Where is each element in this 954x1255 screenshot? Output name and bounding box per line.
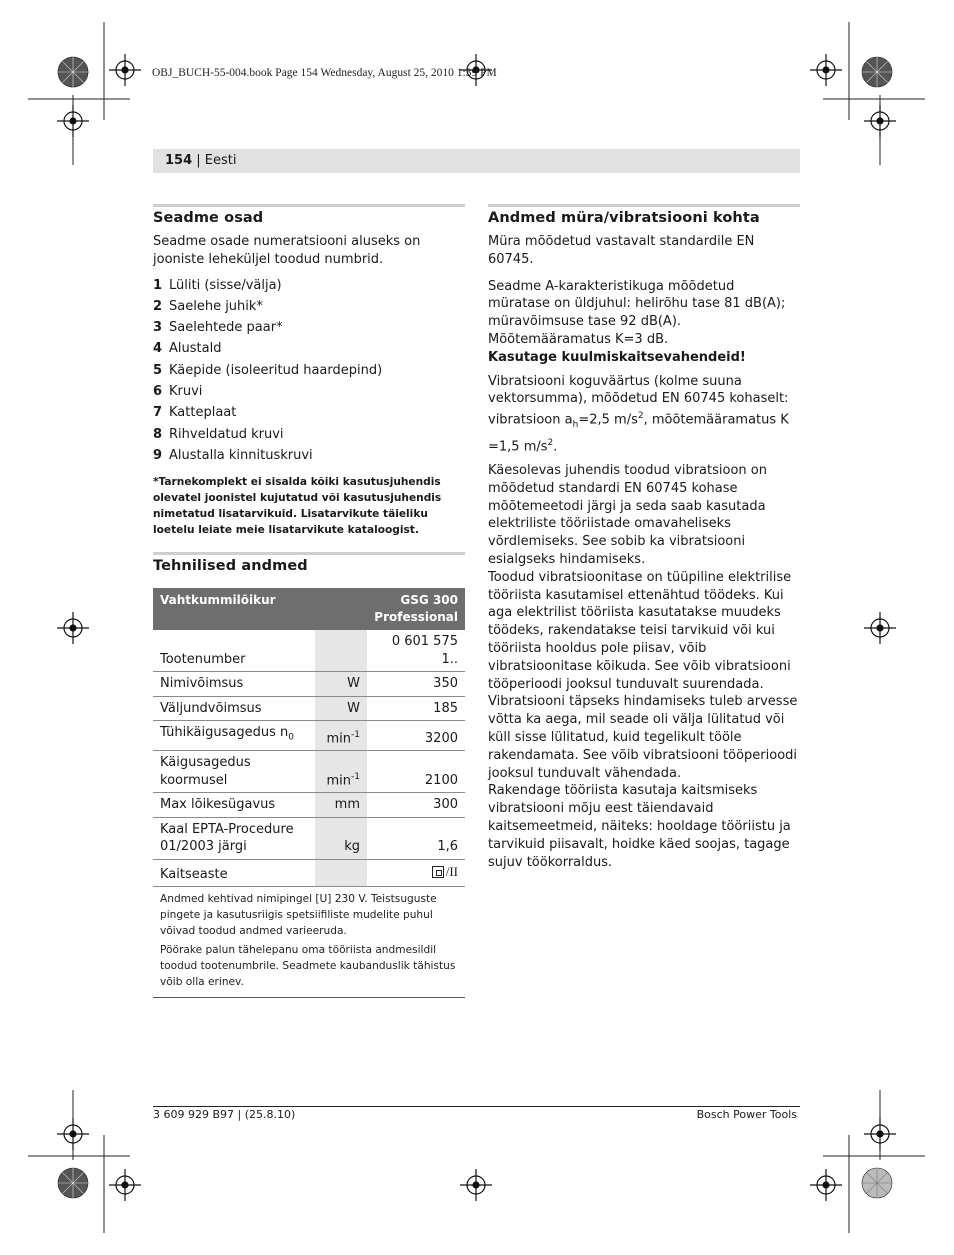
table-notes bbox=[153, 887, 465, 998]
parts-intro: Seadme osade numeratsiooni aluseks on jooniste leheküljel toodud numbrid. bbox=[153, 234, 421, 267]
vibration-total-paragraph: Vibratsiooni koguväärtus (kolme suuna vektorsumma), mõõdetud EN 60745 kohaselt: vibratsioon $a_h=2,5$ $m/s^2$, mõõtemääramatus K =1,5 $m/s^2$. bbox=[488, 373, 789, 455]
parts-heading: Seadme osad bbox=[153, 210, 264, 226]
list-item: 9 Alustalla kinnituskruvi bbox=[153, 447, 313, 463]
vibration-protection-paragraph: Rakendage tööriista kasutaja kaitsmiseks vibratsiooni mõju eest täiendavaid kaitsemeetmeid, näiteks: hooldage tööriistu ja tarvikuid piisavalt, hoidke käed soojas, tagage sujuv töökorraldus. bbox=[488, 783, 791, 870]
parts-list bbox=[153, 275, 465, 467]
list-item: 8 Rihveldatud kruvi bbox=[153, 426, 284, 442]
list-item: 4 Alustald bbox=[153, 341, 222, 357]
list-item: 2 Saelehe juhik* bbox=[153, 298, 263, 314]
list-item: 1 Lüliti (sisse/välja) bbox=[153, 277, 282, 293]
page-number-language bbox=[165, 153, 237, 168]
table-row: Tootenumber 0 601 575 1.. bbox=[153, 630, 465, 672]
footer-rule bbox=[153, 1106, 800, 1107]
table-row: Kaal EPTA-Procedure 01/2003 järgi kg 1,6 bbox=[153, 817, 465, 859]
table-row: Max lõikesügavus mm 300 bbox=[153, 793, 465, 818]
section-rule bbox=[153, 204, 465, 207]
left-column bbox=[153, 204, 465, 998]
table-row: Käigusagedus koormusel $\min^{-1}$ 2100 bbox=[153, 751, 465, 793]
noise-standard-paragraph: Müra mõõdetud vastavalt standardile EN 60745. bbox=[488, 234, 755, 267]
table-header-model: GSG 300 Professional bbox=[367, 588, 465, 630]
vibration-typical-paragraph: Toodud vibratsioonitase on tüüpiline elektrilise tööriista kasutamisel ettenähtud töödeks. Kui aga elektrilist tööriista kasutatakse muudeks töödeks, rakendatakse teisi tarvikuid või kui tööriista hooldus pole piisav, võib vibratsioonitase kõikuda. See võib vibratsiooni tööperioodi jooksul tunduvalt suurendada. bbox=[488, 569, 792, 692]
section-rule bbox=[488, 204, 800, 207]
table-header-product-type: Vahtkummilõikur bbox=[153, 588, 367, 630]
table-row: Väljundvõimsus W 185 bbox=[153, 696, 465, 721]
list-item: 3 Saelehtede paar* bbox=[153, 320, 283, 336]
page-header-bar bbox=[153, 149, 800, 173]
spec-table bbox=[153, 588, 465, 887]
table-note-product-number: Pöörake palun tähelepanu oma tööriista andmesildil toodud tootenumbrile. Seadmete kaubanduslik tähistus võib olla erinev. bbox=[160, 944, 456, 989]
table-row: Nimivõimsus W 350 bbox=[153, 672, 465, 697]
vibration-measurement-paragraph: Käesolevas juhendis toodud vibratsioon on mõõdetud standardi EN 60745 kohase mõõtemeetodi järgi ja seda saab kasutada elektriliste tööriistade omavaheliseks võrdlemiseks. See sobib ka vibratsiooni esialgseks hindamiseks. bbox=[488, 463, 767, 567]
noise-level-paragraph: Seadme A-karakteristikuga mõõdetud müratase on üldjuhul: helirõhu tase 81 dB(A); müravõimsuse tase 92 dB(A). Mõõtemääramatus K=3 dB. Kasutage kuulmiskaitsevahendeid! bbox=[488, 278, 786, 365]
list-item: 7 Katteplaat bbox=[153, 405, 237, 421]
table-note-voltage: Andmed kehtivad nimipingel [U] 230 V. Teistsuguste pingete ja kasutusriigis spetsiifiliste mudelite puhul võivad toodud andmed varieeruda. bbox=[160, 893, 437, 938]
print-file-header: OBJ_BUCH-55-004.book Page 154 Wednesday, August 25, 2010 1:39 PM bbox=[152, 67, 497, 79]
header-language: Eesti bbox=[204, 153, 237, 168]
right-column bbox=[488, 204, 800, 877]
noise-vibration-heading: Andmed müra/vibratsiooni kohta bbox=[488, 210, 760, 226]
section-rule bbox=[153, 552, 465, 555]
footer-brand: Bosch Power Tools bbox=[696, 1108, 797, 1121]
header-separator: | bbox=[192, 153, 205, 168]
vibration-estimate-paragraph: Vibratsiooni täpseks hindamiseks tuleb arvesse võtta ka aega, mil seade oli välja lülitatud või küll sisse lülitatud, kuid tegelikult tööle rakendamata. See võib vibratsiooni tööperioodi jooksul tunduvalt vähendada. bbox=[488, 694, 798, 781]
footer-doc-number: 3 609 929 B97 | (25.8.10) bbox=[153, 1108, 296, 1121]
hearing-protection-warning: Kasutage kuulmiskaitsevahendeid! bbox=[488, 349, 746, 365]
page-number: 154 bbox=[165, 153, 193, 168]
protection-class-icon: /II bbox=[432, 863, 458, 881]
list-item: 5 Käepide (isoleeritud haardepind) bbox=[153, 362, 383, 378]
tech-heading: Tehnilised andmed bbox=[153, 558, 308, 575]
list-item: 6 Kruvi bbox=[153, 384, 203, 400]
table-row: Tühikäigusagedus $n_0$ $\min^{-1}$ 3200 bbox=[153, 721, 465, 751]
accessory-note: *Tarnekomplekt ei sisalda kõiki kasutusjuhendis olevatel joonistel kujutatud või kasutusjuhendis nimetatud lisatarvikuid. Lisatarvikute täieliku loetelu leiate meie lisatarvikute kataloogist. bbox=[153, 476, 442, 537]
table-header-row bbox=[153, 588, 465, 630]
table-row: Kaitseaste /II bbox=[153, 859, 465, 886]
